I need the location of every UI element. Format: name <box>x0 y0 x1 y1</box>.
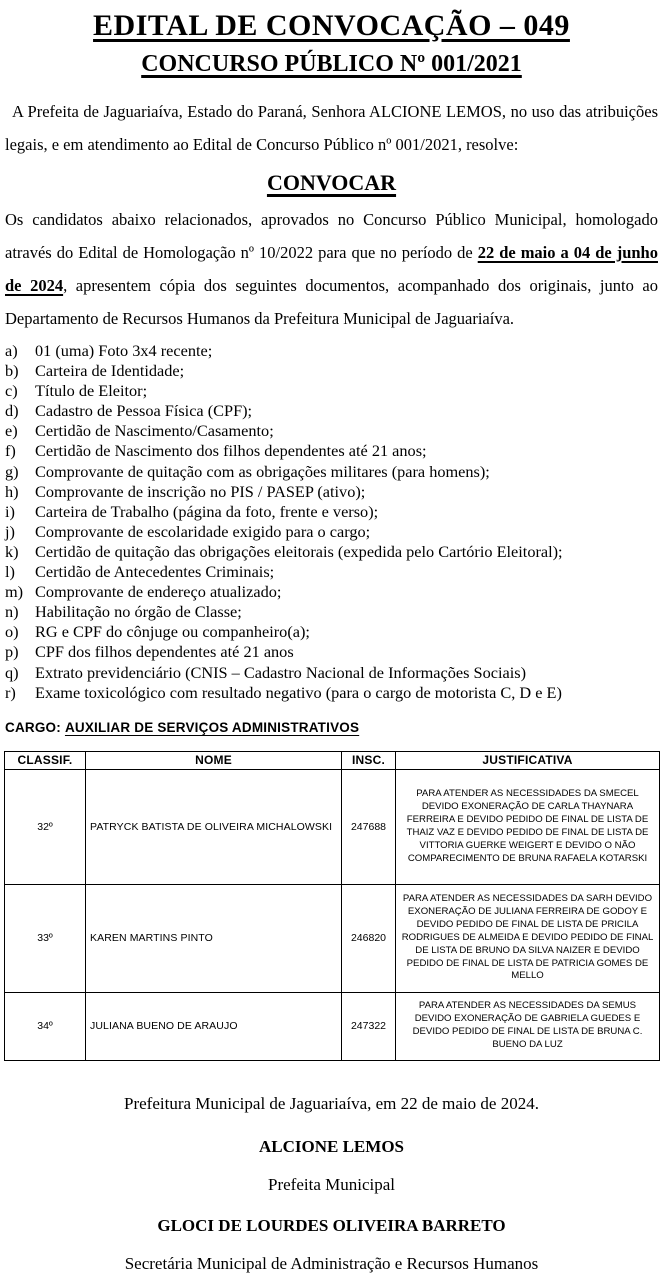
signature-block-mayor <box>5 1137 658 1196</box>
list-item <box>5 683 658 703</box>
cargo-label: CARGO: <box>5 719 61 735</box>
list-item-letter: p) <box>5 642 19 662</box>
list-item-text: Comprovante de quitação com as obrigações militares (para homens); <box>35 461 490 481</box>
list-item-letter: c) <box>5 381 18 401</box>
list-item <box>5 441 658 461</box>
convocar-paragraph <box>5 203 658 335</box>
list-item <box>5 642 658 662</box>
list-item <box>5 582 658 602</box>
cell-justificativa: PARA ATENDER AS NECESSIDADES DA SEMUS DEVIDO EXONERAÇÃO DE GABRIELA GUEDES E DEVIDO PEDIDO DE FINAL DE LISTA DE BRUNA C. BUENO DA LUZ <box>396 992 660 1060</box>
list-item <box>5 542 658 562</box>
list-item-text: Certidão de Antecedentes Criminais; <box>35 562 275 582</box>
list-item <box>5 602 658 622</box>
signature-block-secretary <box>5 1216 658 1275</box>
list-item-letter: r) <box>5 682 16 702</box>
column-header-classif: CLASSIF. <box>5 751 86 769</box>
cell-justificativa: PARA ATENDER AS NECESSIDADES DA SMECEL DEVIDO EXONERAÇÃO DE CARLA THAYNARA FERREIRA E DEVIDO PEDIDO DE FINAL DE LISTA DE THAIZ VAZ E DEVIDO PEDIDO DE FINAL DE LISTA DE VITTORIA GUERKE WEIGERT E DEVIDO O NÃO COMPARECIMENTO DE BRUNA RAFAELA KOTARSKI <box>396 769 660 884</box>
list-item <box>5 482 658 502</box>
list-item-text: Carteira de Trabalho (página da foto, frente e verso); <box>35 501 379 521</box>
column-header-insc: INSC. <box>342 751 396 769</box>
list-item-letter: h) <box>5 481 19 501</box>
cell-nome: JULIANA BUENO DE ARAUJO <box>86 992 342 1060</box>
list-item-text: CPF dos filhos dependentes até 21 anos <box>35 642 294 662</box>
column-header-nome: NOME <box>86 751 342 769</box>
signature-name: ALCIONE LEMOS <box>259 1136 404 1156</box>
list-item-text: Comprovante de inscrição no PIS / PASEP (ativo); <box>35 481 366 501</box>
cell-nome: PATRYCK BATISTA DE OLIVEIRA MICHALOWSKI <box>86 769 342 884</box>
cell-classif: 33º <box>5 884 86 992</box>
list-item-text: Certidão de Nascimento/Casamento; <box>35 421 274 441</box>
cargo-value: AUXILIAR DE SERVIÇOS ADMINISTRATIVOS <box>64 719 360 735</box>
table-row <box>5 769 660 884</box>
list-item-text: Extrato previdenciário (CNIS – Cadastro Nacional de Informações Sociais) <box>35 662 526 682</box>
cell-insc: 247688 <box>342 769 396 884</box>
list-item <box>5 462 658 482</box>
list-item <box>5 361 658 381</box>
table-header-row <box>5 751 660 769</box>
list-item <box>5 341 658 361</box>
list-item <box>5 401 658 421</box>
cell-insc: 247322 <box>342 992 396 1060</box>
cell-classif: 34º <box>5 992 86 1060</box>
list-item-letter: e) <box>5 421 18 441</box>
page-title <box>5 6 658 46</box>
signature-name: GLOCI DE LOURDES OLIVEIRA BARRETO <box>157 1215 506 1235</box>
list-item-text: RG e CPF do cônjuge ou companheiro(a); <box>35 622 310 642</box>
page-subtitle-text: CONCURSO PÚBLICO Nº 001/2021 <box>141 51 522 77</box>
column-header-justificativa: JUSTIFICATIVA <box>396 751 660 769</box>
list-item-text: Exame toxicológico com resultado negativo (para o cargo de motorista C, D e E) <box>35 682 562 702</box>
list-item <box>5 381 658 401</box>
intro-paragraph: A Prefeita de Jaguariaíva, Estado do Paraná, Senhora ALCIONE LEMOS, no uso das atribuições legais, e em atendimento ao Edital de Concurso Público nº 001/2021, resolve: <box>5 102 658 154</box>
convocar-heading <box>5 169 658 197</box>
cell-justificativa: PARA ATENDER AS NECESSIDADES DA SARH DEVIDO EXONERAÇÃO DE JULIANA FERREIRA DE GODOY E DEVIDO PEDIDO DE FINAL DE LISTA DE PRICILA RODRIGUES DE ALMEIDA E DEVIDO PEDIDO DE FINAL DE LISTA DE BRUNO DA SILVA NAIZER E DEVIDO PEDIDO DE FINAL DE LISTA DE PATRICIA GOMES DE MELLO <box>396 884 660 992</box>
list-item-text: 01 (uma) Foto 3x4 recente; <box>35 341 213 360</box>
list-item-letter: d) <box>5 401 19 421</box>
dateline: Prefeitura Municipal de Jaguariaíva, em 22 de maio de 2024. <box>124 1093 539 1113</box>
list-item-letter: o) <box>5 622 19 642</box>
list-item-letter: q) <box>5 662 19 682</box>
list-item <box>5 622 658 642</box>
list-item-text: Habilitação no órgão de Classe; <box>35 602 242 622</box>
list-item <box>5 663 658 683</box>
list-item-text: Carteira de Identidade; <box>35 361 185 381</box>
cell-insc: 246820 <box>342 884 396 992</box>
list-item-text: Título de Eleitor; <box>35 381 148 401</box>
list-item <box>5 522 658 542</box>
list-item-letter: i) <box>5 501 15 521</box>
cell-classif: 32º <box>5 769 86 884</box>
list-item-letter: b) <box>5 361 19 381</box>
list-item-letter: l) <box>5 562 15 582</box>
list-item-text: Certidão de quitação das obrigações eleitorais (expedida pelo Cartório Eleitoral); <box>35 541 563 561</box>
list-item-text: Comprovante de escolaridade exigido para o cargo; <box>35 521 371 541</box>
list-item <box>5 421 658 441</box>
list-item-text: Certidão de Nascimento dos filhos dependentes até 21 anos; <box>35 441 427 461</box>
list-item-letter: j) <box>5 521 15 541</box>
signature-role: Prefeita Municipal <box>268 1174 395 1194</box>
list-item-letter: f) <box>5 441 16 461</box>
cell-nome: KAREN MARTINS PINTO <box>86 884 342 992</box>
page-title-text: EDITAL DE CONVOCAÇÃO – 049 <box>93 9 570 42</box>
table-row <box>5 992 660 1060</box>
list-item-text: Cadastro de Pessoa Física (CPF); <box>35 401 253 421</box>
convocar-paragraph-part2: , apresentem cópia dos seguintes documentos, acompanhado dos originais, junto ao Departamento de Recursos Humanos da Prefeitura Municipal de Jaguariaíva. <box>5 276 659 328</box>
convocation-period: 22 de maio a 04 de junho de 2024 <box>5 243 658 295</box>
list-item-letter: g) <box>5 461 19 481</box>
list-item-text: Comprovante de endereço atualizado; <box>35 582 282 602</box>
list-item-letter: a) <box>5 341 18 360</box>
list-item <box>5 502 658 522</box>
list-item-letter: k) <box>5 541 19 561</box>
signature-role: Secretária Municipal de Administração e Recursos Humanos <box>124 1253 539 1273</box>
cargo-heading <box>5 720 658 736</box>
list-item-letter: n) <box>5 602 19 622</box>
list-item <box>5 562 658 582</box>
convocation-table <box>4 751 660 1061</box>
page-subtitle <box>5 48 658 80</box>
required-documents-list <box>5 341 658 703</box>
list-item-letter: m) <box>5 582 24 602</box>
convocar-paragraph-part1: Os candidatos abaixo relacionados, aprovados no Concurso Público Municipal, homologado através do Edital de Homologação nº 10/2022 para que no período de <box>5 210 658 262</box>
convocar-heading-text: CONVOCAR <box>266 170 397 195</box>
table-row <box>5 884 660 992</box>
